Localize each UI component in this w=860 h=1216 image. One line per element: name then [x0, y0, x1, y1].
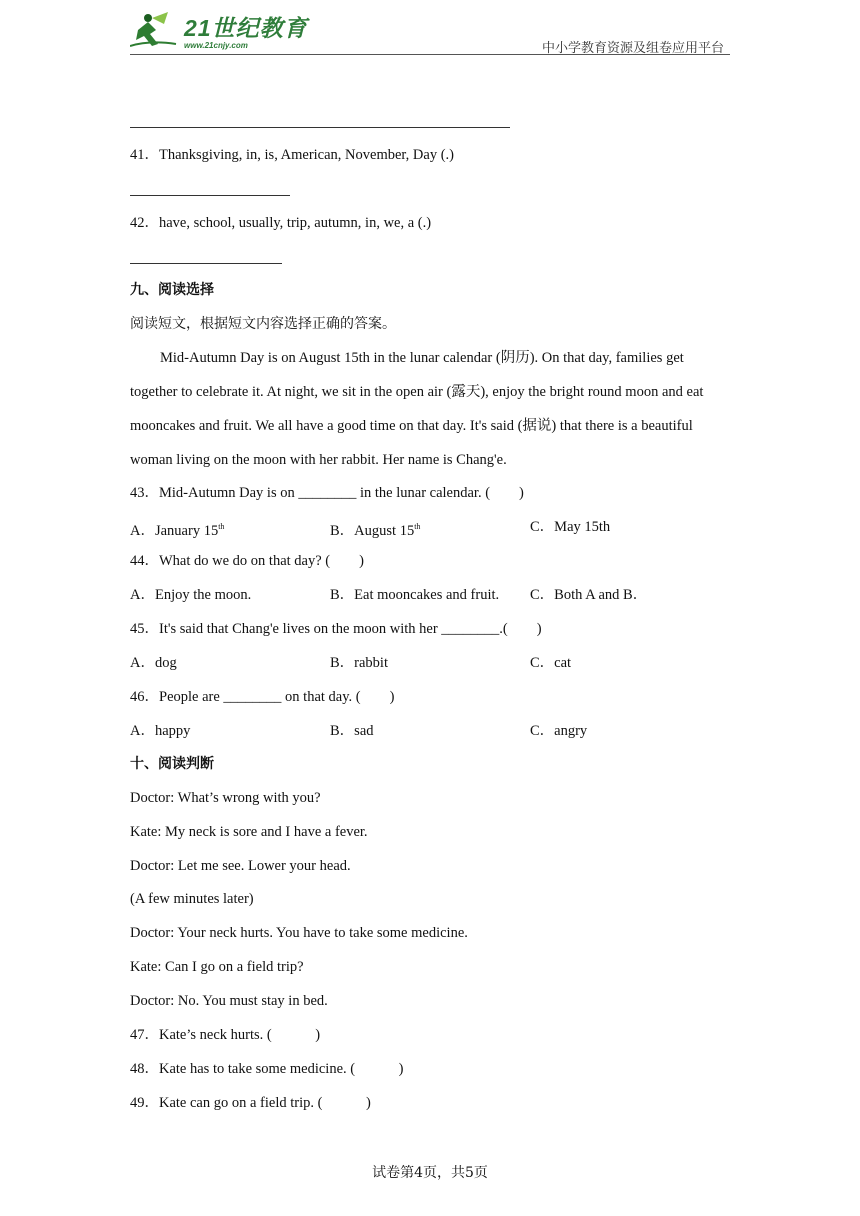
passage-line: Mid-Autumn Day is on August 15th in the lunar calendar (阴历). On that day, families get [160, 350, 684, 366]
platform-name: 中小学教育资源及组卷应用平台 [541, 41, 724, 56]
option-a[interactable]: A．Enjoy the moon. [130, 587, 252, 603]
question-41 [130, 146, 454, 164]
option-c[interactable]: C．angry [530, 723, 588, 739]
question-42 [130, 214, 431, 232]
option-a[interactable]: A．January 15th [130, 522, 225, 539]
dialogue-line: (A few minutes later) [130, 891, 254, 907]
section-10-title: 十、阅读判断 [130, 756, 214, 772]
logo [130, 10, 308, 50]
question-text: have, school, usually, trip, autumn, in, we, a (.) [159, 215, 432, 231]
dialogue-line: Kate: My neck is sore and I have a fever. [130, 824, 368, 840]
answer-line [130, 127, 510, 128]
page-header [130, 8, 730, 55]
question-46: 46．People are ________ on that day. ( ) [130, 689, 395, 705]
option-c[interactable]: C．May 15th [530, 519, 611, 535]
section-9-instruction: 阅读短文，根据短文内容选择正确的答案。 [130, 316, 396, 332]
answer-line-41 [130, 195, 290, 196]
question-43: 43．Mid-Autumn Day is on ________ in the lunar calendar. ( ) [130, 485, 524, 501]
question-number: 41． [130, 147, 159, 163]
question-48: 48．Kate has to take some medicine. ( ) [130, 1061, 404, 1077]
dialogue-line: Doctor: Let me see. Lower your head. [130, 858, 351, 874]
dialogue-line: Doctor: What’s wrong with you? [130, 790, 321, 806]
option-c[interactable]: C．Both A and B． [530, 587, 648, 603]
page-footer: 试卷第4页，共5页 [372, 1165, 488, 1181]
question-45: 45．It's said that Chang'e lives on the moon with her ________.( ) [130, 621, 542, 637]
runner-logo-icon [130, 10, 178, 50]
answer-line-42 [130, 263, 282, 264]
option-b[interactable]: B．Eat mooncakes and fruit. [330, 587, 500, 603]
option-b[interactable]: B．sad [330, 723, 374, 739]
option-c[interactable]: C．cat [530, 655, 572, 671]
section-9-title: 九、阅读选择 [130, 282, 214, 298]
option-a[interactable]: A．happy [130, 723, 191, 739]
question-44: 44．What do we do on that day? ( ) [130, 553, 364, 569]
blank: ________ [441, 621, 500, 637]
option-a[interactable]: A．dog [130, 655, 177, 671]
option-b[interactable]: B．rabbit [330, 655, 388, 671]
passage-line: together to celebrate it. At night, we sit in the open air (露天), enjoy the bright round moon and eat [130, 384, 704, 400]
question-49: 49．Kate can go on a field trip. ( ) [130, 1095, 371, 1111]
question-text: Thanksgiving, in, is, American, November, Day (.) [159, 147, 454, 163]
option-b[interactable]: B．August 15th [330, 522, 421, 539]
passage-line: mooncakes and fruit. We all have a good time on that day. It's said (据说) that there is a beautiful [130, 418, 693, 434]
blank: ________ [223, 689, 282, 705]
question-number: 42． [130, 215, 159, 231]
logo-title: 21世纪教育 [184, 15, 308, 41]
passage-line: woman living on the moon with her rabbit. Her name is Chang'e. [130, 452, 507, 468]
logo-url: www.21cnjy.com [184, 41, 248, 50]
blank: ________ [298, 485, 357, 501]
question-47: 47．Kate’s neck hurts. ( ) [130, 1027, 321, 1043]
dialogue-line: Kate: Can I go on a field trip? [130, 959, 304, 975]
dialogue-line: Doctor: Your neck hurts. You have to take some medicine. [130, 925, 468, 941]
dialogue-line: Doctor: No. You must stay in bed. [130, 993, 328, 1009]
